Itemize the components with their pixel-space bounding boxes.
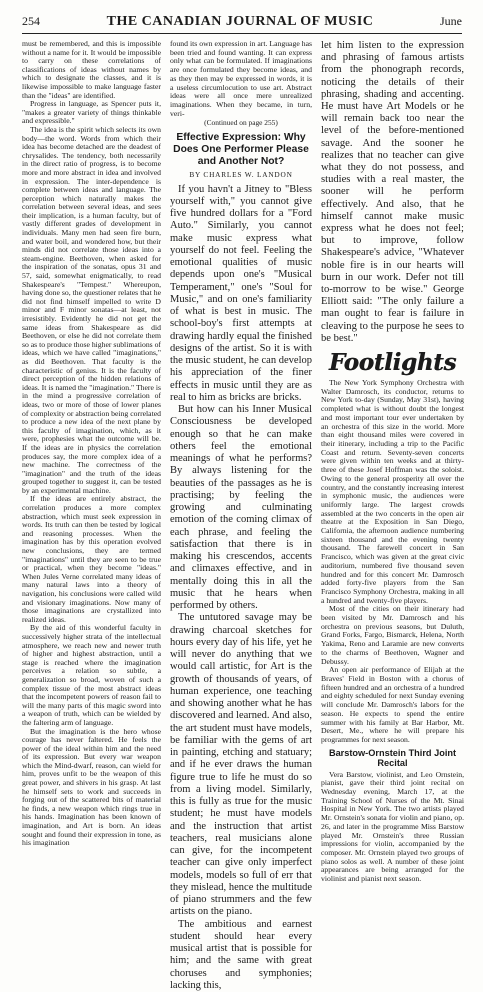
- header-rule: [22, 33, 462, 34]
- column-right: [321, 40, 464, 884]
- column-left: [22, 39, 161, 848]
- paragraph: Most of the cities on their itinerary had been visited by Mr. Damrosch and his orchestra on previous seasons, but Duluth, Grand Forks, Fargo, Bismarck, Helena, North Yakima, Reno and Laramie are new converts to the charms of Beethoven, Wagner and Debussy.: [321, 604, 464, 666]
- continued-note: (Continued on page 255): [204, 118, 278, 128]
- paragraph: An open air performance of Elijah at the Braves' Field in Boston with a chorus of fifteen hundred and an orchestra of a hundred and eighty scheduled for next Sunday evening will conclude Mr. Damrosch's labors for the season. He expects to spend the entire summer with his family at Bar Harbor, Mt. Desert, Me., where he will prepare his programmes for next season.: [321, 665, 464, 744]
- article-byline: BY CHARLES W. LANDON: [189, 170, 293, 180]
- page-number: 254: [22, 14, 40, 28]
- article-title: Effective Expression: Why Does One Performer Please and Another Not?: [173, 132, 309, 168]
- journal-title: THE CANADIAN JOURNAL OF MUSIC: [106, 14, 374, 29]
- paragraph: found its own expression in art. Language has been tried and found wanting. It can express only what can be formulated. If imaginations are once formulated they become ideas, and as they then may be expressed in words, it is a useless circumlocution to use art. Abstract ideas were all once mere unrealized imaginations. When they became, in turn, veri-: [170, 39, 312, 118]
- paragraph: But the imagination is the hero whose courage has never faltered. He feels the power of the ideal within him and the need of its expression. But every war weapon which the Mind-dwarf, reason, can wield for him, proves unfit to be the weapon of this great power, and shivers in his grasp. At last he himself sets to work and succeeds in forging out of the scattered bits of material he finds, a new weapon which rings true in his hands. Imagination has been known of imagination, and Art is born. An ideas sought and found their expression in tone, as his imagination: [22, 726, 161, 848]
- paragraph: Vera Barstow, violinist, and Leo Ornstein, pianist, gave their third joint recital on Wednesday evening, March 17, at the Training School of Nurses of the Mt. Sinai Hospital in New York. The two artists played Mr. Ornstein's sonata for violin and piano, op. 26, and later in the programme Miss Barstow played Mr. Ornstein's three Russian impressions for violin, accompanied by the composer. Mr. Ornstein played two groups of piano solos as well. A number of these joint appearances are being arranged for the violinist and pianist next season.: [321, 769, 464, 884]
- paragraph: The idea is the spirit which selects its own body—the word. Words from which their idea has become detached are the deadest of chrysalides. The tendency, both necessarily in the direct ratio of progress, is to become more and more abstract in idea and involved in expression. The inter-dependence is complete between ideas and language. The perception which naturally makes the correlation between several ideas, and sees their implication, is a human faculty, but of vastly different grades of development in individuals. Many men had seen fire burn, and water boil, and wondered how, but their minds did not correlate those ideas into a steam-engine. Beethoven, when asked for the inspiration of the sonatas, opus 31 and 57, said, somewhat enigmatically, to read Shakespeare's "Tempest." Whereupon, having done so, the questioner relates that he did not find himself impelled to write D minor and F minor sonatas—at least, not irresistibly. Evidently he did not get the same ideas from Shakespeare as did Beethoven, or else he did not correlate them so as to produce those higher sublimations of ideas, which we have called "imaginations," as did Beethoven. That faculty is the characteristic of genius. It is the faculty of direct perception of the hidden relations of ideas. It is named the "imagination." There is in the mind a progressive correlation of ideas, two or more of those of lower planes of complexity or abstraction being correlated to produce a new idea of the next plane by this faculty of imagination, which, as it were, prophesies what the outcome will be. If the ideas are in physics the correlation produces say, the more complex idea of a new machine. The correctness of the "imagination" and the truth of the ideas grouped together to suggest it, can be tested by an experimental machine.: [22, 124, 161, 495]
- page-header: [22, 14, 462, 34]
- column-middle: [170, 39, 312, 991]
- paragraph: must be remembered, and this is impossible without a name for it. It would be impossible to carry on these correlations of classifications of ideas without names by which to designate the classes, and it is likewise impossible to make language faster than the "ideas" are identified.: [22, 39, 161, 100]
- paragraph: But how can his Inner Musical Consciousness be developed enough so that he can make others feel the emotional meanings of what he performs? By always listening for the beauties of the passages as he is practising; by feeling the growing and culminating emotion of the coming climax of each phrase, and feeling the satisfaction that there is in making his crescendos, accents and climaxes effective, and in mentally doing this in all the music that he hears when performed by others.: [170, 404, 312, 612]
- paragraph: The New York Symphony Orchestra with Walter Damrosch, its conductor, returns to New York to-day (Sunday, May 31st), having completed what is without doubt the longest and most important tour ever undertaken by an orchestra of this size in the world. More than eight thousand miles were covered in their itinerary, including a trip to the Pacific Coast and return. Seventy-seven concerts were given within ten weeks and at thirty-three of these Josef Hoffman was the soloist. Owing to the general prosperity all over the country, and the constantly increasing interest in symphonic music, the audiences were uniformly large. The largest crowds assembled at the two concerts in the open air theatre at the Exposition in San Diego, California, the afternoon audience numbering sixteen thousand and the evening twenty thousand. The farewell concert in San Francisco, which was given at the great civic auditorium, numbered five thousand seven hundred and for this concert Mr. Damrosch added forty-five players from the San Francisco Symphony Orchestra, making in all a hundred and twenty-five players.: [321, 378, 464, 605]
- subsection-title: Barstow-Ornstein Third Joint Recital: [328, 747, 457, 769]
- paragraph: If you havn't a Jitney to "Bless yourself with," you cannot give five hundred dollars for a "Ford Auto." Similarly, you cannot make music express what yourself do not feel. Feeling the emotional qualities of music depends upon one's "Musical Temperament," one's "Soul for Music," and on one's familiarity of what is best in music. The school-boy's first attempts at drawing hardly equal the finished designs of the artist. So it is with the music student, he can develop his appreciation of the finer effects in music until they are as real to him as bricks are bricks.: [170, 183, 312, 403]
- paragraph: The untutored savage may be drawing charcoal sketches for hours every day of his life, yet he will never do anything that we would call artistic, for Art is the growth of thousands of years, of human experience, one teaching and showing another what he has discovered and learned. And also, the art student must have models, be familiar with the gems of art in painting, etching and statuary; and if he ever draws the human figure true to life he must do so from a living model. Similarly, this is fully as true for the music student; he must have models and the instruction that artist teachers, real musicians alone can give, for the incompetent teacher can give only imperfect models, models so full of err that they mislead, hence the multitude of piano strummers and the few artists on the piano.: [170, 612, 312, 918]
- section-heading-footlights: Footlights: [328, 349, 457, 377]
- paragraph: let him listen to the expression and phrasing of famous artists from the phonograph records, noticing the details of their phrasing, shading and accenting. He must have Art Models or he will remain back too near the level of the before-mentioned savage. And the sooner he realizes that no teacher can give what they do not possess, and studies with a real master, the sooner will he perform effectively. And also, that he himself cannot make music express what he does not feel; but to improve, follow Shakespeare's advice, "Whatever noble fire is in our hearts will burn in our work. Defer not till to-morrow to be wise." George Elliott said: "The only failure a man ought to fear is failure in cleaving to the purpose he sees to be best.": [321, 40, 464, 344]
- paragraph: The ambitious and earnest student should hear every musical artist that is possible for him; and the same with great choruses and symphonies; lacking this,: [170, 918, 312, 991]
- paragraph: Progress in language, as Spencer puts it, "makes a greater variety of things thinkable and expressible.": [22, 99, 161, 126]
- paragraph: If the ideas are entirely abstract, the correlation produces a more complex abstraction, which must seek expression in words. Its truth can then be tested by logical and reasoning processes. When the imagination has by this operation evolved new conclusions, they are termed "imaginations" until they are seen to be true or practical, when they become "ideas." When Jules Verne correlated many ideas of many natural laws into a theory of navigation, his conclusions were called wild and visionary imaginations. Now many of those imaginations are crystallized into realized ideas.: [22, 494, 161, 624]
- issue-month: June: [440, 14, 462, 28]
- paragraph: By the aid of this wonderful faculty in successively higher strata of the intellectual atmosphere, we reach new and newer truth of higher and highest abstraction, until a stage is reached where the imagination perceives a relation so subtle, a generalization so broad, woven of such a complex tissue of the most abstract ideas that the incompetent powers of reason fail to will the many parts of this magic sword into a weapon of truth, which can be wielded by the faltering arm of language.: [22, 623, 161, 727]
